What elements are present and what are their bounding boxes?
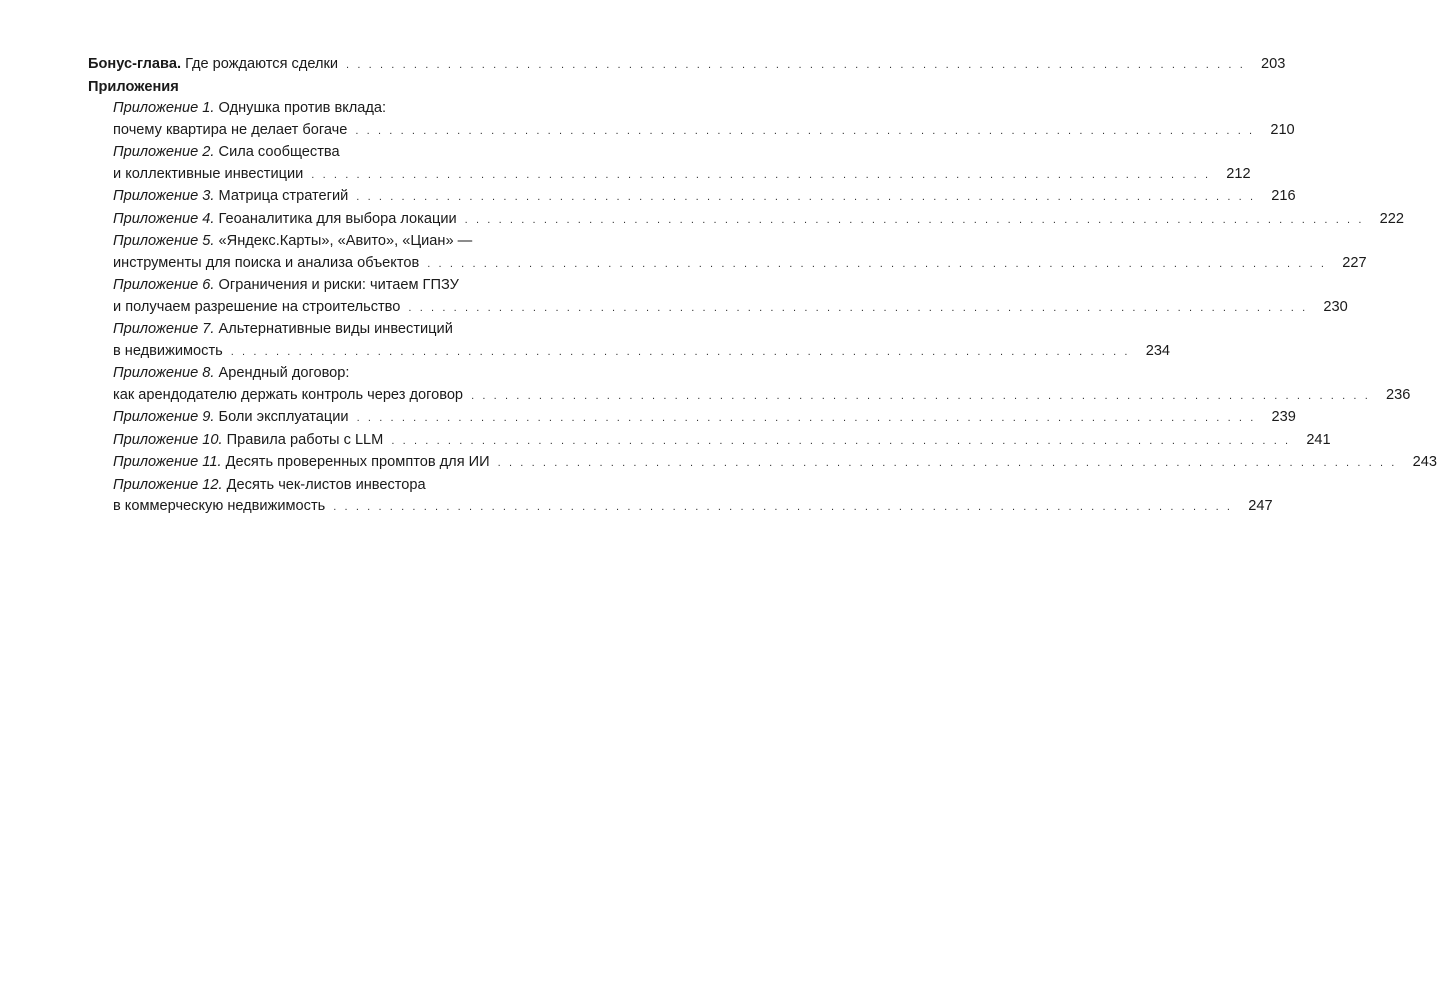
toc-line — [88, 120, 1295, 143]
toc-entry-label: Приложение 6. — [113, 277, 215, 293]
toc-entry-label: Приложение 8. — [113, 365, 215, 381]
toc-entry-appendix-11 — [88, 452, 1437, 475]
toc-entry-label: Приложение 1. — [113, 100, 215, 116]
toc-entry-label: Бонус-глава. — [88, 56, 181, 72]
toc-line — [88, 275, 602, 297]
toc-entry-text: Сила сообщества — [214, 144, 340, 160]
dot-leader: . . . . . . . . . . . . . . . . . . . . . . . . . . . . . . . . . . . . . . . . . . . . . . . . . . . . . . . . . . . . . . . . . . . . . . . . . . . . . . . . — [346, 59, 1246, 71]
toc-entry-title — [113, 98, 386, 120]
toc-entry-title — [113, 407, 349, 429]
toc-entry-appendix-4 — [88, 209, 1404, 232]
toc-entry-title — [113, 231, 472, 253]
toc-entry-text: Ограничения и риски: читаем ГПЗУ — [214, 277, 459, 293]
toc-entry-appendix-2 — [88, 142, 1251, 186]
toc-entry-appendix-10 — [88, 430, 1331, 453]
toc-entry-text: Где рождаются сделки — [185, 56, 339, 72]
dot-leader: . . . . . . . . . . . . . . . . . . . . . . . . . . . . . . . . . . . . . . . . . . . . . . . . . . . . . . . . . . . . . . . . . . . . . . . . . . . . . . . . — [356, 191, 1256, 203]
toc-line — [88, 363, 602, 385]
toc-entry-title — [113, 186, 348, 208]
toc-entry-appendix-7 — [88, 319, 1171, 363]
toc-page-number: 216 — [1271, 188, 1296, 204]
section-heading-appendices — [88, 77, 602, 99]
toc-entry-label: Приложение 4. — [113, 210, 215, 227]
dot-leader: . . . . . . . . . . . . . . . . . . . . . . . . . . . . . . . . . . . . . . . . . . . . . . . . . . . . . . . . . . . . . . . . . . . . . . . . . . . . . . . . — [464, 213, 1364, 226]
dot-leader: . . . . . . . . . . . . . . . . . . . . . . . . . . . . . . . . . . . . . . . . . . . . . . . . . . . . . . . . . . . . . . . . . . . . . . . . . . . . . . . . — [408, 301, 1308, 314]
dot-leader: . . . . . . . . . . . . . . . . . . . . . . . . . . . . . . . . . . . . . . . . . . . . . . . . . . . . . . . . . . . . . . . . . . . . . . . . . . . . . . . . — [391, 434, 1291, 447]
toc-entry-text: Десять проверенных промптов для ИИ — [221, 454, 490, 470]
toc-entry-label: Приложение 3. — [113, 188, 215, 204]
toc-line — [88, 407, 1296, 430]
toc-entry-appendix-9 — [88, 407, 1296, 430]
toc-entry-text: почему квартира не делает богаче — [113, 121, 348, 138]
toc-entry-text: Правила работы с LLM — [222, 431, 384, 448]
toc-entry-title — [113, 430, 383, 452]
toc-entry-title — [113, 209, 457, 231]
appendix-entries — [88, 98, 1437, 519]
toc-entry-appendix-1 — [88, 98, 1295, 142]
toc-line — [88, 385, 1411, 408]
dot-leader: . . . . . . . . . . . . . . . . . . . . . . . . . . . . . . . . . . . . . . . . . . . . . . . . . . . . . . . . . . . . . . . . . . . . . . . . . . . . . . . . — [497, 457, 1397, 469]
toc-entry-text: Арендный договор: — [214, 365, 350, 381]
dot-leader: . . . . . . . . . . . . . . . . . . . . . . . . . . . . . . . . . . . . . . . . . . . . . . . . . . . . . . . . . . . . . . . . . . . . . . . . . . . . . . . . — [230, 345, 1131, 358]
toc-entry-text: как арендодателю держать контроль через договор — [113, 386, 464, 403]
toc-entry-appendix-5 — [88, 231, 1367, 275]
toc-entry-title — [113, 363, 349, 385]
dot-leader: . . . . . . . . . . . . . . . . . . . . . . . . . . . . . . . . . . . . . . . . . . . . . . . . . . . . . . . . . . . . . . . . . . . . . . . . . . . . . . . . — [311, 168, 1211, 181]
dot-leader: . . . . . . . . . . . . . . . . . . . . . . . . . . . . . . . . . . . . . . . . . . . . . . . . . . . . . . . . . . . . . . . . . . . . . . . . . . . . . . . . — [333, 501, 1233, 513]
toc-page-number: 247 — [1248, 498, 1273, 514]
toc-entry-label: Приложение 11. — [113, 454, 222, 470]
toc-page-number: 203 — [1261, 56, 1286, 72]
toc-entry-text: в коммерческую недвижимость — [113, 498, 326, 514]
toc-line — [88, 475, 602, 497]
toc-entry-appendix-8 — [88, 363, 1411, 407]
toc-entry-title — [88, 54, 338, 76]
toc-entry-text: в недвижимость — [113, 342, 223, 359]
toc-page-number: 212 — [1226, 165, 1251, 182]
toc-page-number: 222 — [1379, 210, 1404, 227]
toc-page-number: 227 — [1342, 254, 1367, 271]
dot-leader: . . . . . . . . . . . . . . . . . . . . . . . . . . . . . . . . . . . . . . . . . . . . . . . . . . . . . . . . . . . . . . . . . . . . . . . . . . . . . . . . — [471, 389, 1371, 402]
toc-line — [88, 496, 1273, 519]
toc-page-number: 210 — [1270, 121, 1295, 138]
toc-line — [88, 231, 602, 253]
toc-line — [88, 253, 1367, 276]
toc-page-number: 230 — [1323, 298, 1348, 315]
toc-entry-text: Матрица стратегий — [214, 188, 349, 204]
toc-entry-text: и коллективные инвестиции — [113, 165, 304, 182]
toc-entry-text: Десять чек-листов инвестора — [222, 476, 426, 493]
toc-line — [88, 319, 602, 341]
toc-page-number: 236 — [1386, 386, 1411, 403]
toc-line — [88, 430, 1331, 453]
toc-entry-label: Приложение 9. — [113, 409, 215, 425]
toc-page-number: 241 — [1306, 431, 1331, 448]
toc-page-number: 243 — [1412, 454, 1437, 470]
toc-line — [88, 452, 1437, 475]
section-heading-text: Приложения — [88, 78, 179, 95]
toc-entry-title — [113, 275, 459, 297]
toc-entry-label: Приложение 12. — [113, 476, 223, 493]
toc-entry-appendix-3 — [88, 186, 1296, 209]
toc-entry-text: «Яндекс.Карты», «Авито», «Циан» — — [214, 233, 473, 249]
toc-line — [88, 209, 1404, 232]
toc-entry-title — [113, 475, 426, 497]
toc-line — [88, 341, 1171, 364]
dot-leader: . . . . . . . . . . . . . . . . . . . . . . . . . . . . . . . . . . . . . . . . . . . . . . . . . . . . . . . . . . . . . . . . . . . . . . . . . . . . . . . . — [427, 257, 1327, 270]
toc-entry-text: инструменты для поиска и анализа объектов — [113, 254, 420, 271]
toc-line — [88, 164, 1251, 187]
toc-entry-bonus — [88, 54, 1286, 77]
dot-leader: . . . . . . . . . . . . . . . . . . . . . . . . . . . . . . . . . . . . . . . . . . . . . . . . . . . . . . . . . . . . . . . . . . . . . . . . . . . . . . . . — [355, 124, 1255, 137]
toc-entry-text: Однушка против вклада: — [214, 100, 387, 116]
toc-entry-label: Приложение 10. — [113, 431, 223, 448]
toc-entry-label: Приложение 7. — [113, 321, 215, 337]
toc-entry-appendix-6 — [88, 275, 1348, 319]
toc-line — [88, 297, 1348, 320]
toc-entry-title — [113, 452, 490, 474]
toc-entry-label: Приложение 2. — [113, 144, 215, 160]
toc-line — [88, 98, 602, 120]
toc-entry-text: Геоаналитика для выбора локации — [214, 210, 457, 227]
table-of-contents — [88, 54, 1437, 519]
toc-entry-text: Альтернативные виды инвестиций — [214, 321, 453, 337]
dot-leader: . . . . . . . . . . . . . . . . . . . . . . . . . . . . . . . . . . . . . . . . . . . . . . . . . . . . . . . . . . . . . . . . . . . . . . . . . . . . . . . . — [356, 412, 1256, 424]
toc-entry-appendix-12 — [88, 475, 1273, 519]
toc-entry-title — [113, 319, 453, 341]
toc-entry-text: и получаем разрешение на строительство — [113, 298, 401, 315]
toc-entry-text: Боли эксплуатации — [214, 409, 349, 425]
toc-page-number: 239 — [1271, 409, 1296, 425]
toc-entry-label: Приложение 5. — [113, 233, 215, 249]
toc-line — [88, 186, 1296, 209]
toc-entry-title — [113, 142, 340, 164]
toc-page-number: 234 — [1145, 342, 1171, 359]
toc-line — [88, 142, 602, 164]
